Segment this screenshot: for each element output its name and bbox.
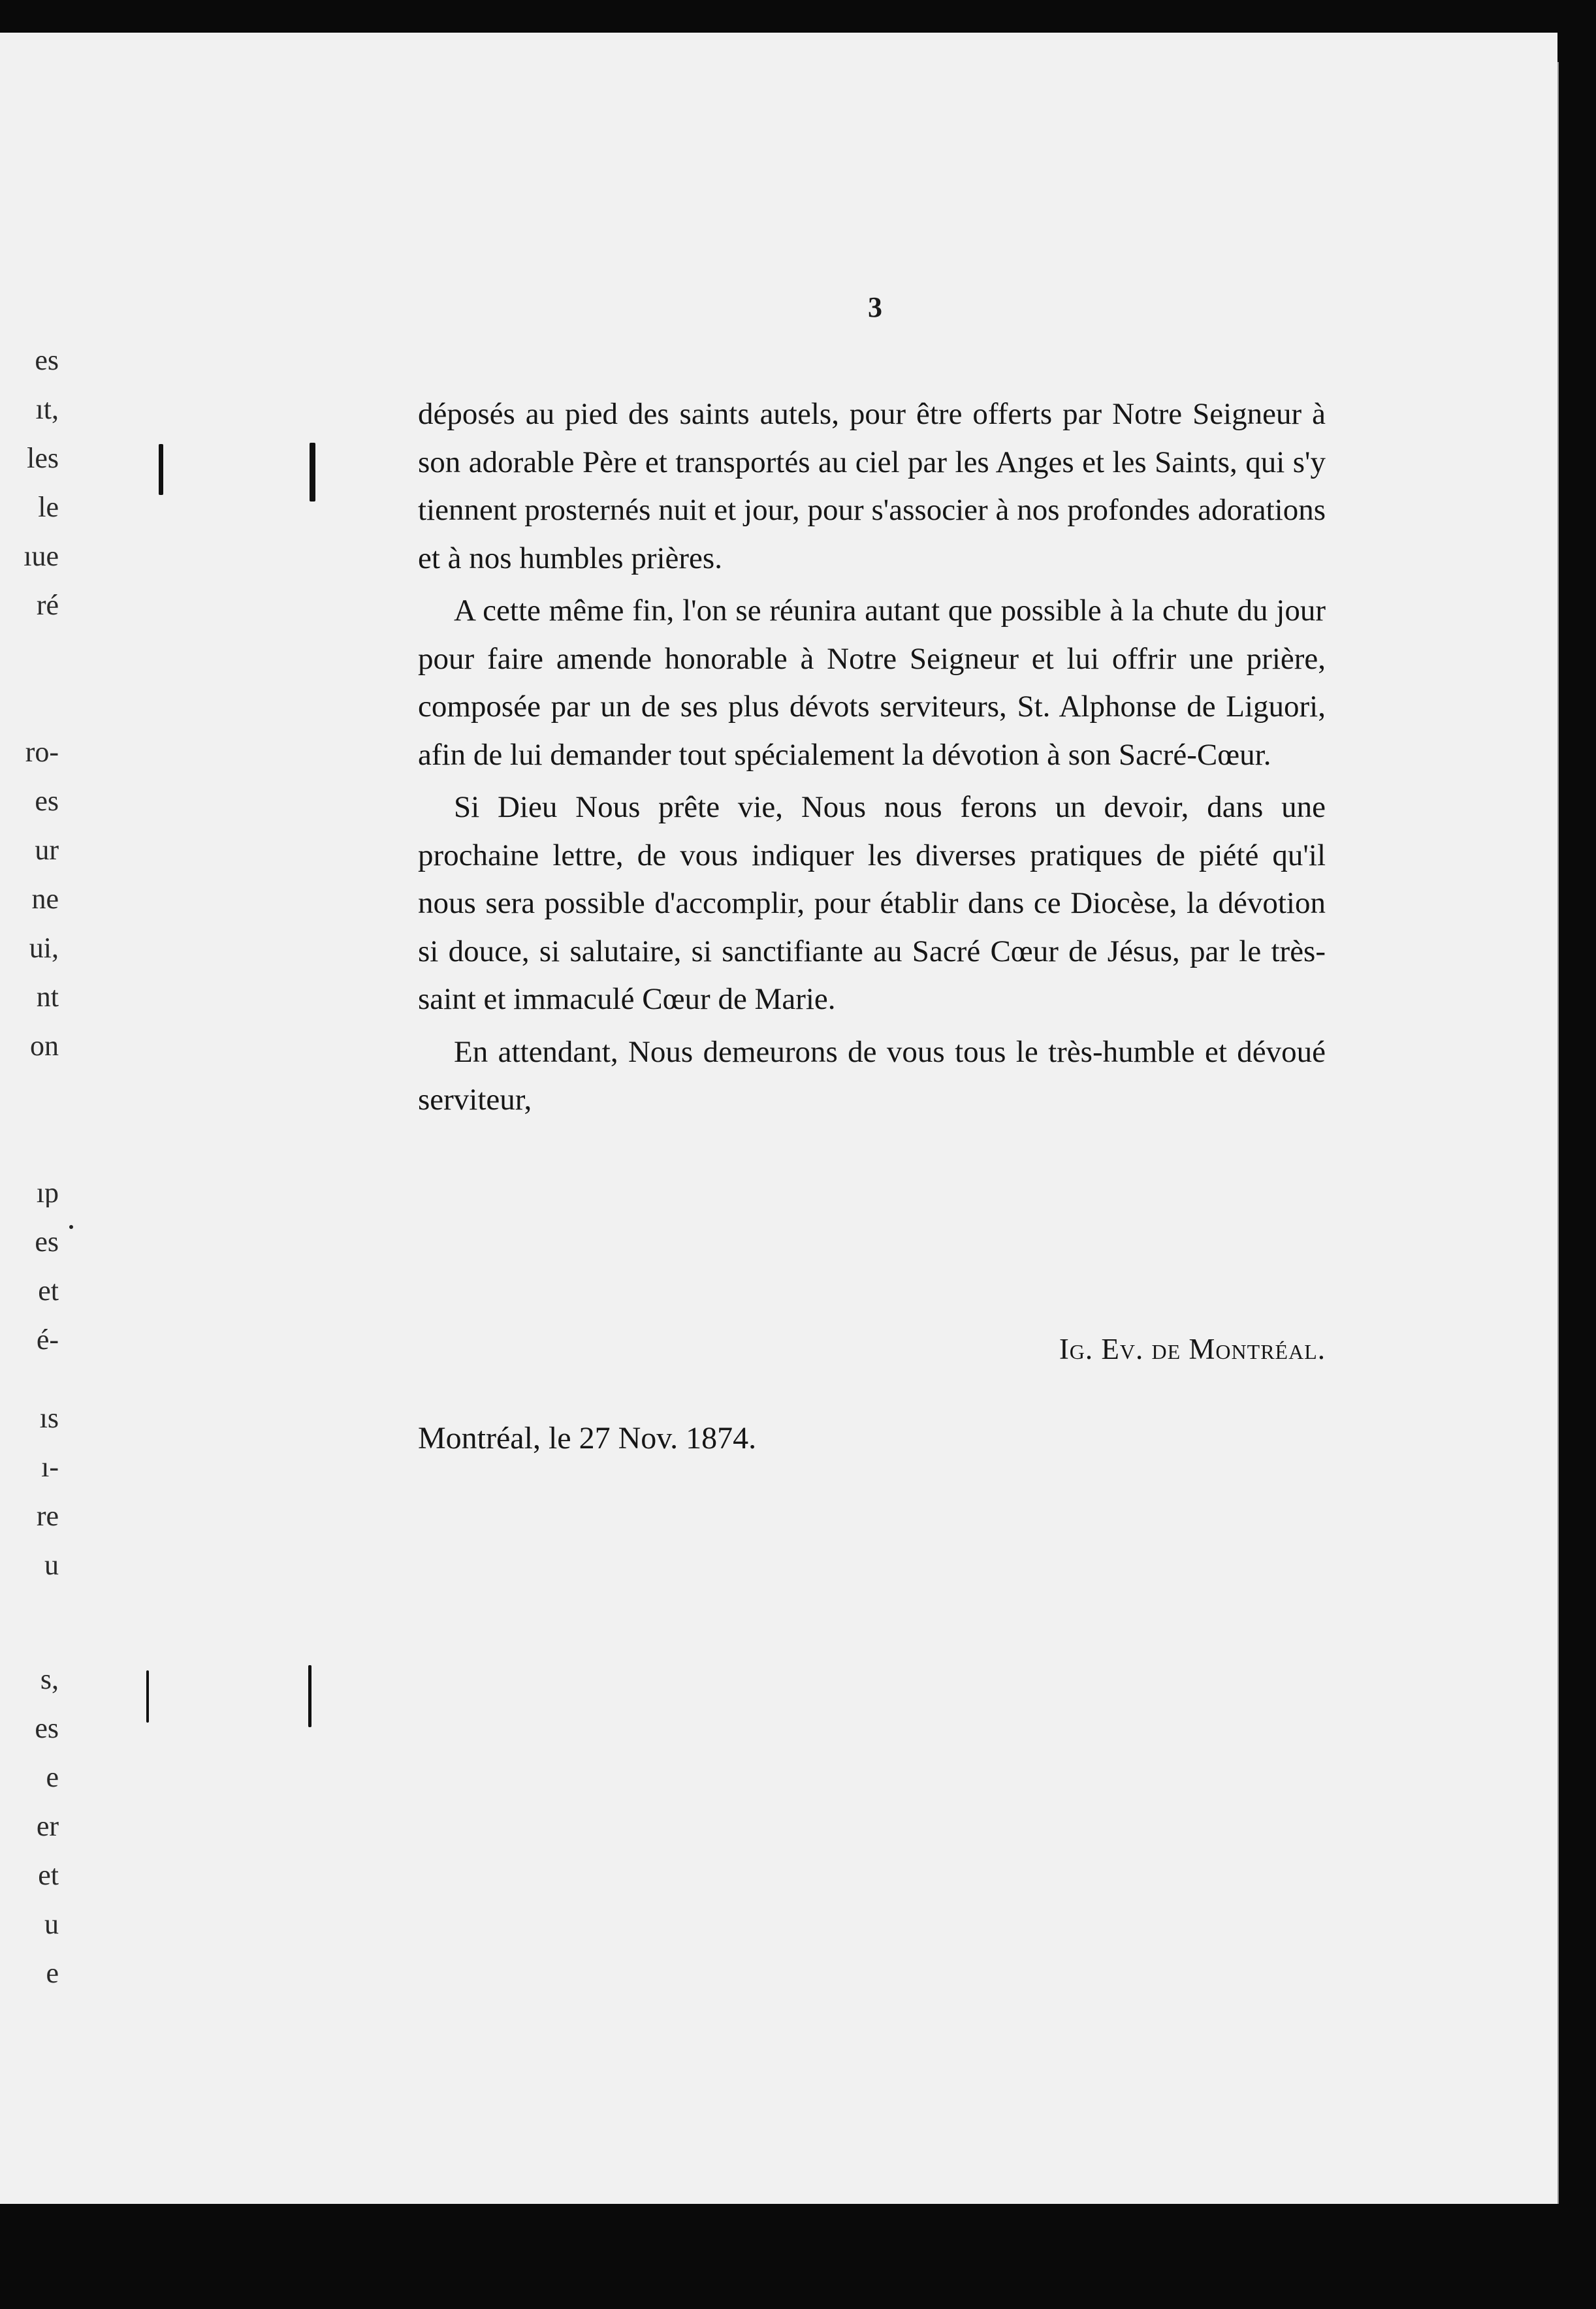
facing-page-fragment: nt — [36, 983, 59, 1011]
binding-mark — [159, 444, 163, 495]
facing-page-fragment: ui, — [29, 934, 59, 963]
binding-mark — [146, 1670, 149, 1723]
binding-mark — [310, 443, 315, 502]
facing-page-fragment: et — [38, 1277, 59, 1305]
facing-page-fragment: é- — [36, 1326, 59, 1354]
document-page — [0, 33, 1557, 2204]
facing-page-fragment: es — [35, 1228, 59, 1256]
facing-page-fragment: ré — [36, 591, 59, 620]
facing-page-fragment: es — [35, 1714, 59, 1743]
facing-page-fragment: u — [44, 1910, 59, 1939]
facing-page-fragment: ıue — [24, 542, 59, 571]
facing-page-fragment: on — [30, 1032, 59, 1060]
facing-page-fragment: er — [36, 1812, 59, 1841]
facing-page-fragment: re — [36, 1502, 59, 1531]
facing-page-fragment: ur — [35, 836, 59, 865]
facing-page-fragment: et — [38, 1861, 59, 1890]
page-edge — [1557, 62, 1559, 2204]
facing-page-fragment: s, — [40, 1665, 59, 1694]
facing-page-fragment: ro- — [25, 738, 59, 767]
signature: Ig. Ev. de Montréal. — [1059, 1333, 1326, 1365]
date-line: Montréal, le 27 Nov. 1874. — [418, 1421, 757, 1456]
facing-page-fragment: e — [46, 1959, 59, 1988]
binding-mark — [308, 1665, 311, 1727]
facing-page-fragment: ıt, — [35, 395, 59, 424]
facing-page-fragment: ne — [31, 885, 59, 914]
paragraph: Si Dieu Nous prête vie, Nous nous ferons un devoir, dans une prochaine lettre, de vous indiquer les diverses pratiques de piété qu'il nous sera possible d'accomplir, pour établir dans ce Diocèse, la dévotion si douce, si salutaire, si sanctifiante au Sacré Cœur de Jésus, par le très-saint et immaculé Cœur de Marie. — [418, 790, 1326, 1016]
page-number: 3 — [868, 291, 882, 323]
facing-page-fragment: les — [27, 444, 59, 473]
ink-speck — [69, 1225, 73, 1229]
facing-page-fragment: le — [38, 493, 59, 522]
facing-page-fragment: ıs — [39, 1404, 59, 1433]
facing-page-fragment: es — [35, 787, 59, 816]
paragraph: En attendant, Nous demeurons de vous tous le très-humble et dévoué serviteur, — [418, 1034, 1326, 1117]
facing-page-fragment: ı- — [41, 1453, 59, 1482]
facing-page-bleed — [0, 346, 59, 2044]
facing-page-fragment: es — [35, 346, 59, 375]
facing-page-fragment: ıp — [36, 1179, 59, 1207]
paragraph: déposés au pied des saints autels, pour être offerts par Notre Seigneur à son adorable Père et transportés au ciel par les Anges et les Saints, qui s'y tiennent prosternés nuit et jour, pour s'associer à nos profondes adorations et à nos humbles prières. — [418, 397, 1326, 575]
facing-page-fragment: e — [46, 1763, 59, 1792]
facing-page-fragment: u — [44, 1551, 59, 1580]
body-text — [418, 390, 1326, 1129]
paragraph: A cette même fin, l'on se réunira autant que possible à la chute du jour pour faire amende honorable à Notre Seigneur et lui offrir une prière, composée par un de ses plus dévots serviteurs, St. Alphonse de Liguori, afin de lui demander tout spécialement la dévotion à son Sacré-Cœur. — [418, 594, 1326, 772]
